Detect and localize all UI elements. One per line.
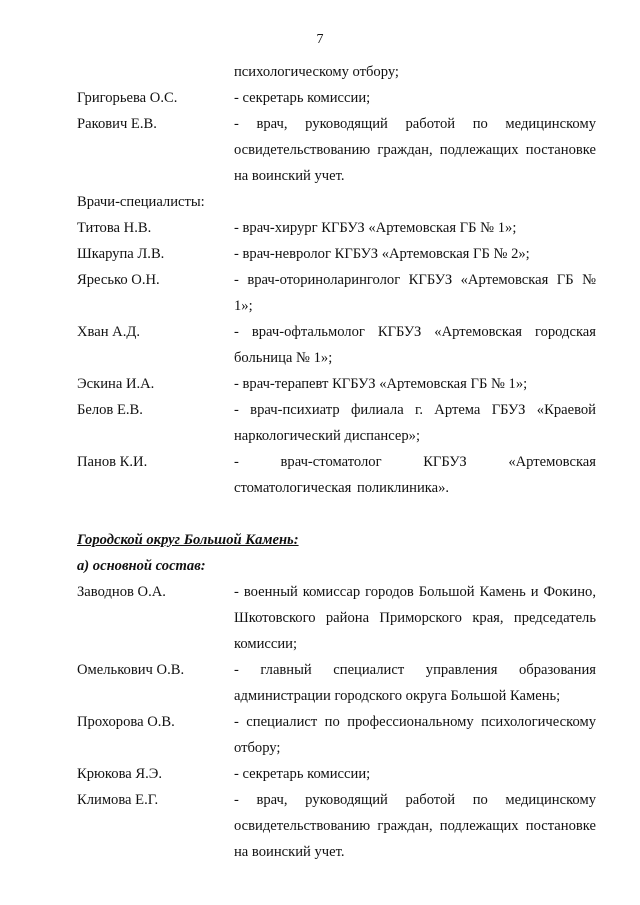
member-role: - секретарь комиссии;: [234, 90, 371, 106]
member-name: Титова Н.В.: [77, 220, 152, 236]
page-number: 7: [316, 32, 324, 47]
member-role: - врач, руководящий работой по медицинскому освидетельствованию граждан, подлежащих постановке на воинский учет.: [234, 116, 596, 184]
member-name: Омелькович О.В.: [77, 662, 185, 678]
entry-role: психологическому отбору;: [234, 64, 399, 80]
member-name: Яресько О.Н.: [77, 272, 160, 288]
section-title: Городской округ Большой Камень:: [77, 532, 299, 548]
subsection-title: а) основной состав:: [77, 558, 206, 574]
member-name: Эскина И.А.: [77, 376, 155, 392]
member-name: Панов К.И.: [77, 454, 148, 470]
member-role: - врач-психиатр филиала г. Артема ГБУЗ «Краевой наркологический диспансер»;: [234, 402, 596, 444]
member-name: Заводнов О.А.: [77, 584, 166, 600]
member-role: - главный специалист управления образования администрации городского округа Большой Камень;: [234, 662, 596, 704]
member-role: - военный комиссар городов Большой Камень и Фокино, Шкотовского района Приморского края, председатель комиссии;: [234, 584, 596, 652]
member-role: - врач-офтальмолог КГБУЗ «Артемовская городская больница № 1»;: [234, 324, 596, 366]
member-name: Ракович Е.В.: [77, 116, 157, 132]
member-role: - врач-оториноларинголог КГБУЗ «Артемовская ГБ № 1»;: [234, 272, 596, 314]
member-role: - врач-хирург КГБУЗ «Артемовская ГБ № 1»;: [234, 220, 517, 236]
member-role: - врач-невролог КГБУЗ «Артемовская ГБ № 2»;: [234, 246, 530, 262]
member-name: Крюкова Я.Э.: [77, 766, 163, 782]
member-name: Белов Е.В.: [77, 402, 143, 418]
member-name: Шкарупа Л.В.: [77, 246, 165, 262]
member-role: - секретарь комиссии;: [234, 766, 371, 782]
member-name: Прохорова О.В.: [77, 714, 175, 730]
specialists-heading: Врачи-специалисты:: [77, 194, 205, 210]
member-role: - специалист по профессиональному психологическому отбору;: [234, 714, 596, 756]
member-role: - врач-стоматолог КГБУЗ «Артемовская стоматологическая поликлиника».: [234, 454, 596, 496]
member-name: Хван А.Д.: [77, 324, 140, 340]
member-role: - врач-терапевт КГБУЗ «Артемовская ГБ № 1»;: [234, 376, 528, 392]
member-name: Григорьева О.С.: [77, 90, 178, 106]
member-role: - врач, руководящий работой по медицинскому освидетельствованию граждан, подлежащих постановке на воинский учет.: [234, 792, 596, 860]
member-name: Климова Е.Г.: [77, 792, 159, 808]
